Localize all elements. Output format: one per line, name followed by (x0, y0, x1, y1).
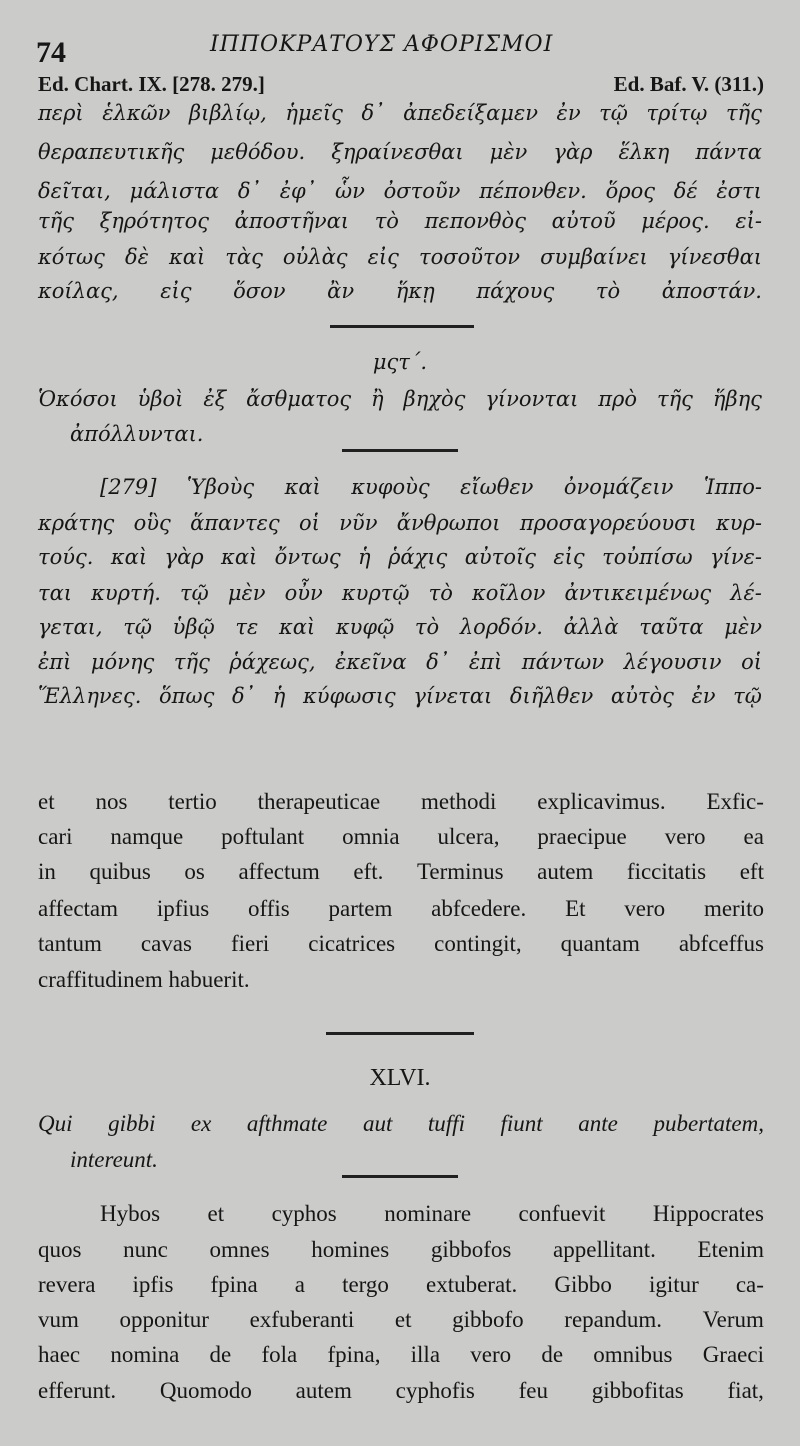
word: methodi (421, 789, 497, 814)
word: λέ- (730, 581, 762, 605)
greek-line (38, 617, 762, 638)
word: exfuberanti (249, 1307, 355, 1332)
greek-line (38, 583, 762, 604)
word: repandum. (564, 1307, 663, 1332)
greek-line (100, 477, 762, 498)
word: πάντα (695, 140, 762, 164)
word: eft. (353, 859, 384, 884)
word: affectum (238, 859, 320, 884)
word: τῷ (599, 101, 628, 125)
word: Ἕλληνες. (38, 684, 142, 708)
word: γὰρ (553, 140, 593, 164)
word: ἕλκη (618, 140, 670, 164)
running-title: ΙΠΠΟΚΡΑΤΟΥΣ ΑΦΟΡΙΣΜΟΙ (210, 32, 554, 57)
greek-section-number: μςτ΄. (372, 350, 428, 374)
word: Etenim (697, 1237, 764, 1262)
word: ἀποστάν. (661, 279, 762, 303)
word: θεραπευτικῆς (38, 140, 185, 164)
word: κράτης (38, 511, 115, 535)
word: ὄντως (274, 545, 341, 569)
word: de (209, 1342, 232, 1367)
greek-line (38, 686, 762, 707)
word: contingit, (434, 931, 522, 956)
word: cavas (140, 931, 192, 956)
word: δ᾽ (361, 101, 385, 125)
latin-aphorism-line (38, 1112, 764, 1135)
word: γίνεται (413, 684, 493, 708)
word: τῷ (123, 615, 152, 639)
word: ἡ (272, 684, 286, 708)
word: tergo (342, 1272, 389, 1297)
word: omnia (342, 824, 400, 849)
word: afthmate (246, 1111, 328, 1136)
word: εἰς (367, 245, 399, 269)
word: καὶ (278, 615, 316, 639)
word: κυφοὺς (351, 475, 430, 499)
latin-line (38, 897, 764, 920)
word: abfceffus (678, 931, 764, 956)
word: τῆς (656, 387, 693, 411)
word: κοίλας, (38, 279, 119, 303)
word: extuberat. (425, 1272, 518, 1297)
word: λορδόν. (459, 615, 543, 639)
word: διῆλθεν (509, 684, 594, 708)
word: cyphos (271, 1201, 337, 1226)
word: cari (38, 824, 73, 849)
word: μὲν (489, 140, 528, 164)
word: ταῦτα (639, 615, 704, 639)
word: δὲ (125, 245, 149, 269)
word: τε (235, 615, 259, 639)
word: κοῖλον (471, 581, 546, 605)
word: ἐκεῖνα (335, 650, 407, 674)
word: πάχους (476, 279, 555, 303)
word: τρίτῳ (646, 101, 708, 125)
word: περὶ (38, 101, 84, 125)
word: γίνονται (485, 387, 579, 411)
word: revera (38, 1272, 96, 1297)
word: οἱ (298, 511, 320, 535)
word: ea (743, 824, 764, 849)
word: τῆς (38, 209, 74, 233)
word: ἐξ (203, 387, 227, 411)
word: fpina (210, 1272, 258, 1297)
word: ἐν (691, 684, 716, 708)
word: ἡμεῖς (285, 101, 343, 125)
word: ipfius (156, 896, 210, 921)
word: ἐν (556, 101, 581, 125)
word: ante (578, 1111, 618, 1136)
word: λέγουσιν (623, 650, 722, 674)
word: τοὐπίσω (602, 545, 693, 569)
word: gibbofitas (591, 1378, 684, 1403)
word: δεῖται, (38, 179, 111, 203)
word: ὅρος (605, 179, 655, 203)
word: quantam (560, 931, 640, 956)
word: igitur (648, 1272, 699, 1297)
word: τούς. (38, 545, 94, 569)
greek-line (38, 181, 762, 202)
word: ulcera, (437, 824, 500, 849)
word: ἀλλὰ (563, 615, 619, 639)
word: omnibus (593, 1342, 673, 1367)
word: γεται, (38, 615, 103, 639)
word: quibus (89, 859, 151, 884)
word: τῆς (725, 101, 762, 125)
word: aut (362, 1111, 393, 1136)
word: πέπονθεν. (479, 179, 587, 203)
word: γὰρ (164, 545, 204, 569)
greek-line (38, 103, 762, 124)
word: illa (410, 1342, 441, 1367)
word: vum (38, 1307, 79, 1332)
word: καὶ (169, 245, 206, 269)
word: a (294, 1272, 306, 1297)
latin-aphorism-line: intereunt. (70, 1147, 158, 1172)
word: γίνε- (710, 545, 762, 569)
section-divider (330, 325, 474, 328)
word: quos (38, 1237, 82, 1262)
word: δ᾽ (237, 179, 262, 203)
word: ca- (735, 1272, 764, 1297)
word: ται (38, 581, 73, 605)
latin-line (38, 1238, 764, 1261)
latin-line (38, 790, 764, 813)
word: βιβλίῳ, (189, 101, 267, 125)
word: ὀνομάζειν (563, 475, 674, 499)
word: Quomodo (159, 1378, 252, 1403)
word: τὸ (428, 581, 453, 605)
word: gibbofos (430, 1237, 512, 1262)
word: μὲν (227, 581, 266, 605)
word: εἰς (160, 279, 192, 303)
word: in (38, 859, 56, 884)
word: ἂν (327, 279, 355, 303)
word: προσαγορεύουσι (519, 511, 697, 535)
latin-line (100, 1202, 764, 1225)
word: ἡ (358, 545, 371, 569)
word: Qui (38, 1111, 73, 1136)
latin-line (38, 1308, 764, 1331)
word: ipfis (132, 1272, 174, 1297)
word: cyphofis (395, 1378, 475, 1403)
latin-line (38, 1379, 764, 1402)
word: εἰ- (735, 209, 762, 233)
word: omnes (209, 1237, 270, 1262)
word: κότως (38, 245, 105, 269)
word: fiunt (500, 1111, 543, 1136)
word: Hybos (100, 1201, 161, 1226)
word: nunc (123, 1237, 168, 1262)
word: τῆς (173, 650, 210, 674)
latin-line (38, 825, 764, 848)
word: gibbi (108, 1111, 156, 1136)
word: τῷ (733, 684, 762, 708)
word: fola (261, 1342, 298, 1367)
word: affectam (38, 896, 119, 921)
word: ἀποστῆναι (234, 209, 350, 233)
word: νῦν (339, 511, 378, 535)
word: ficcitatis (626, 859, 707, 884)
word: κυρ- (716, 511, 762, 535)
word: τῷ (180, 581, 209, 605)
word: [279] (100, 475, 157, 499)
word: πεπονθὸς (424, 209, 526, 233)
word: nominare (384, 1201, 472, 1226)
edition-reference-left: Ed. Chart. IX. [278. 279.] (38, 72, 265, 96)
word: ὅπως (159, 684, 215, 708)
greek-line (38, 652, 762, 673)
word: Gibbo (554, 1272, 612, 1297)
word: ἀντικειμένως (564, 581, 712, 605)
word: ἥκῃ (395, 279, 435, 303)
word: ῥάχις (388, 545, 448, 569)
word: οὓς (133, 511, 171, 535)
word: explicavimus. (537, 789, 666, 814)
word: πρὸ (598, 387, 638, 411)
word: ἄσθματος (246, 387, 352, 411)
word: vero (624, 896, 666, 921)
word: offis (247, 896, 290, 921)
word: γίνεσθαι (667, 245, 762, 269)
word: et (394, 1307, 412, 1332)
word: et (38, 789, 55, 814)
word: οὐλὰς (282, 245, 348, 269)
word: ἄνθρωποι (396, 511, 501, 535)
word: haec (38, 1342, 81, 1367)
edition-reference-right: Ed. Baf. V. (311.) (613, 72, 764, 96)
word: tertio (168, 789, 217, 814)
latin-line (38, 932, 764, 955)
word: ἐφ᾽ (279, 179, 317, 203)
word: βηχὸς (403, 387, 466, 411)
word: κύφωσις (303, 684, 396, 708)
word: ἐστι (716, 179, 762, 203)
word: poftulant (221, 824, 305, 849)
word: ῥάχεως, (229, 650, 316, 674)
word: μεθόδου. (210, 140, 306, 164)
word: Hippocrates (652, 1201, 764, 1226)
word: τὸ (374, 209, 399, 233)
word: ὧν (335, 179, 365, 203)
word: Et (565, 896, 586, 921)
word: ἀπεδείξαμεν (403, 101, 538, 125)
latin-line: craffitudinem habuerit. (38, 967, 250, 992)
word: ξηρότητος (99, 209, 209, 233)
word: εἴωθεν (460, 475, 534, 499)
word: et (207, 1201, 225, 1226)
word: nos (95, 789, 128, 814)
word: ἥβης (712, 387, 762, 411)
word: ὅσον (233, 279, 286, 303)
word: καὶ (221, 545, 258, 569)
word: Graeci (702, 1342, 764, 1367)
word: καὶ (284, 475, 321, 499)
word: Verum (702, 1307, 764, 1332)
word: αὐτοῦ (551, 209, 616, 233)
word: namque (110, 824, 184, 849)
word: praecipue (537, 824, 627, 849)
word: ἐπὶ (468, 650, 503, 674)
word: ἢ (371, 387, 384, 411)
word: κυρτῷ (341, 581, 410, 605)
word: οὖν (284, 581, 323, 605)
word: αὐτοῖς (464, 545, 536, 569)
word: οἱ (741, 650, 762, 674)
word: ὑβοὶ (137, 387, 184, 411)
latin-line (38, 860, 764, 883)
word: τὸ (595, 279, 621, 303)
word: therapeuticae (257, 789, 381, 814)
greek-line (38, 211, 762, 232)
word: gibbofo (452, 1307, 524, 1332)
word: μόνης (90, 650, 155, 674)
word: τὰς (225, 245, 263, 269)
word: μέρος. (641, 209, 710, 233)
section-divider (342, 1175, 458, 1178)
word: eft (739, 859, 764, 884)
latin-section-number: XLVI. (369, 1065, 431, 1091)
word: homines (311, 1237, 390, 1262)
greek-line (38, 513, 762, 534)
word: καὶ (110, 545, 148, 569)
word: δ᾽ (232, 684, 256, 708)
word: fiat, (727, 1378, 764, 1403)
word: τὸ (414, 615, 440, 639)
word: ξηραίνεσθαι (331, 140, 464, 164)
word: ὀστοῦν (383, 179, 461, 203)
word: ex (190, 1111, 212, 1136)
word: partem (328, 896, 393, 921)
greek-line (38, 281, 762, 302)
word: Exfic- (706, 789, 764, 814)
word: Terminus (416, 859, 504, 884)
word: δέ (673, 179, 698, 203)
word: Ὑβοὺς (186, 475, 255, 499)
word: δ᾽ (426, 650, 450, 674)
word: merito (703, 896, 764, 921)
word: nomina (110, 1342, 180, 1367)
word: ἑλκῶν (102, 101, 171, 125)
word: tantum (38, 931, 102, 956)
word: ἐπὶ (38, 650, 72, 674)
word: feu (518, 1378, 548, 1403)
word: autem (537, 859, 594, 884)
page-number: 74 (36, 36, 66, 69)
word: τοσοῦτον (419, 245, 521, 269)
word: αὐτὸς (610, 684, 674, 708)
greek-line (38, 547, 762, 568)
word: fpina, (327, 1342, 381, 1367)
greek-line (38, 142, 762, 163)
word: εἰς (553, 545, 585, 569)
word: κυφῷ (335, 615, 395, 639)
word: tuffi (427, 1111, 465, 1136)
word: autem (295, 1378, 352, 1403)
word: de (541, 1342, 564, 1367)
word: Ὁκόσοι (38, 387, 118, 411)
word: κυρτή. (91, 581, 161, 605)
word: cicatrices (308, 931, 396, 956)
word: μάλιστα (129, 179, 220, 203)
word: appellitant. (553, 1237, 656, 1262)
word: vero (470, 1342, 512, 1367)
word: μὲν (724, 615, 762, 639)
word: Ἱππο- (703, 475, 762, 499)
word: vero (664, 824, 706, 849)
word: ὑβῷ (172, 615, 215, 639)
greek-line (38, 247, 762, 268)
greek-aphorism-line: ἀπόλλυνται. (70, 422, 204, 446)
word: πάντων (521, 650, 605, 674)
latin-line (38, 1273, 764, 1296)
word: confuevit (518, 1201, 606, 1226)
word: os (184, 859, 205, 884)
greek-aphorism-line (38, 389, 762, 410)
latin-line (38, 1343, 764, 1366)
word: efferunt. (38, 1378, 117, 1403)
word: ἅπαντες (190, 511, 280, 535)
word: abfcedere. (431, 896, 527, 921)
word: opponitur (119, 1307, 209, 1332)
word: pubertatem, (653, 1111, 764, 1136)
word: συμβαίνει (540, 245, 648, 269)
section-divider (326, 1032, 474, 1035)
word: fieri (230, 931, 270, 956)
section-divider (342, 449, 458, 452)
